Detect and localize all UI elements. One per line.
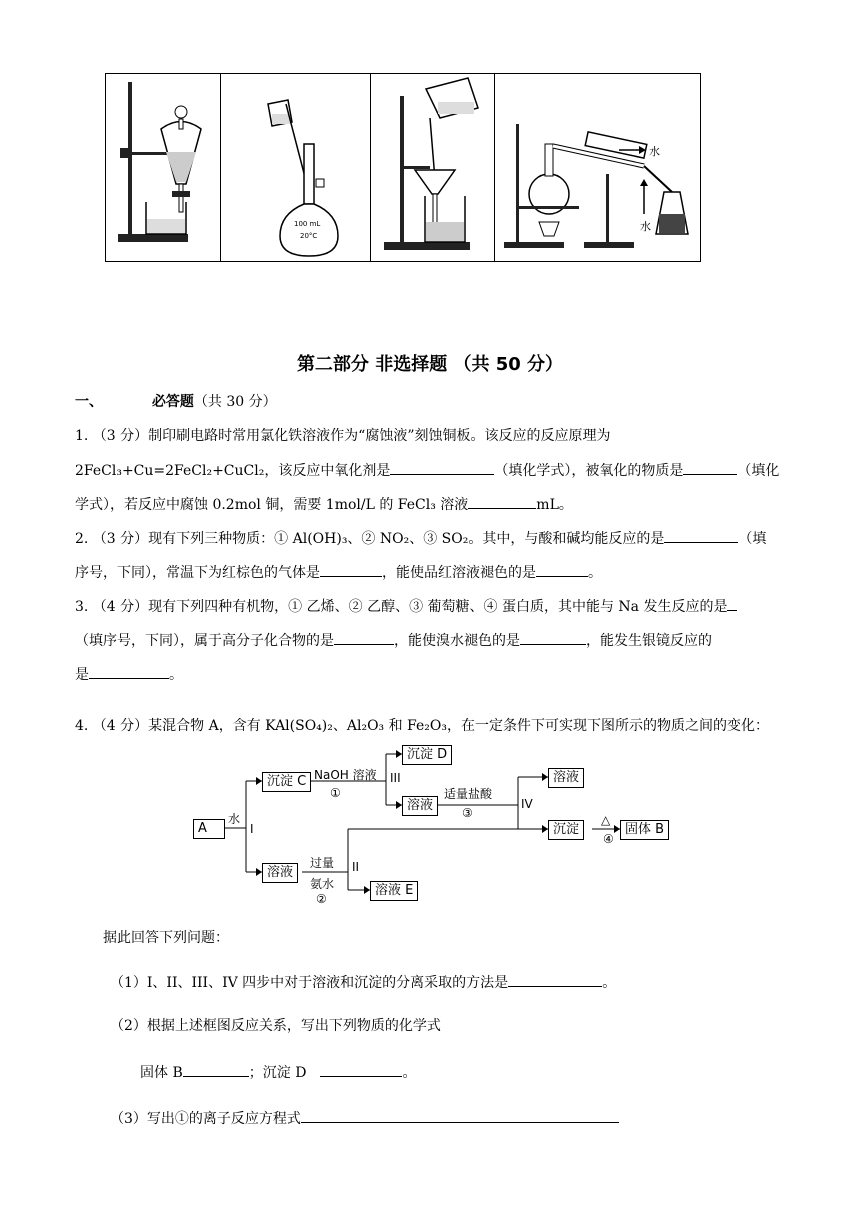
flow-step-i: I xyxy=(250,822,254,836)
q3-blank-bromine[interactable] xyxy=(520,630,586,645)
q2-line2 xyxy=(75,562,602,583)
q2-blank-brown-gas[interactable] xyxy=(320,562,382,577)
q4-sub2-formulas xyxy=(140,1062,416,1083)
q4-blank-ppt-d[interactable] xyxy=(320,1062,402,1077)
q4-sub2-solid-b: 固体 B xyxy=(140,1065,183,1081)
q1-line2-c: （填化 xyxy=(737,463,780,479)
q2-line2-c: 。 xyxy=(588,565,602,581)
q3-line1 xyxy=(75,596,737,617)
q3-line2-a: （填序号，下同），属于高分子化合物的是 xyxy=(75,633,334,649)
q1-line2-a: 2FeCl₃+Cu=2FeCl₂+CuCl₂，该反应中氧化剂是 xyxy=(75,463,391,479)
flow-circle-4: ④ xyxy=(603,832,614,846)
q3-blank-silver-mirror[interactable] xyxy=(89,664,169,679)
q4-sub2-end: 。 xyxy=(402,1065,417,1081)
flow-step-iii: III xyxy=(390,771,401,785)
q3-line2 xyxy=(75,630,712,651)
apparatus-figure xyxy=(105,73,701,262)
q3-line3-b: 。 xyxy=(169,667,183,683)
flow-label-naoh: NaOH 溶液 xyxy=(314,768,377,782)
flow-label-ammonia: 氨水 xyxy=(310,877,335,891)
flow-label-water: 水 xyxy=(228,812,241,826)
q2-line2-a: 序号，下同），常温下为红棕色的气体是 xyxy=(75,565,320,581)
q1-line3-b: mL。 xyxy=(536,497,573,513)
flow-node-ppt-4: 沉淀 xyxy=(548,820,584,840)
flow-node-ppt-c: 沉淀 C xyxy=(262,772,311,792)
flow-step-iv: IV xyxy=(521,797,533,811)
q4-sub1-b: 。 xyxy=(602,975,617,991)
q4-sub1 xyxy=(110,972,616,993)
section1-num: 一、 xyxy=(75,394,103,410)
q2-blank-bleach[interactable] xyxy=(536,562,588,577)
q4-sub1-a: （1）I、II、III、IV 四步中对于溶液和沉淀的分离采取的方法是 xyxy=(110,975,509,991)
distillation-diagram xyxy=(494,74,700,261)
q4-sub2-ppt-d: ；沉淀 D xyxy=(248,1065,307,1081)
q3-line3-a: 是 xyxy=(75,667,89,683)
flow-node-solution-4: 溶液 xyxy=(548,768,584,788)
flow-circle-3: ③ xyxy=(462,806,473,820)
flow-label-hcl: 适量盐酸 xyxy=(444,787,493,801)
q2-line1-b: （填 xyxy=(738,531,767,547)
section-title: 第二部分 非选择题 （共 50 分） xyxy=(296,354,564,375)
flow-node-ppt-d: 沉淀 D xyxy=(402,745,452,765)
q2-line1-a: 2. （3 分）现有下列三种物质：① Al(OH)₃、② NO₂、③ SO₂。其中，与酸和碱均能反应的是 xyxy=(75,531,665,547)
q3-line1-text: 3. （4 分）现有下列四种有机物，① 乙烯、② 乙醇、③ 葡萄糖、④ 蛋白质，其中能与 Na 发生反应的是 xyxy=(75,599,728,615)
q1-line2-b: （填化学式），被氧化的物质是 xyxy=(494,463,684,479)
q4-line1: 4. （4 分）某混合物 A，含有 KAl(SO₄)₂、Al₂O₃ 和 Fe₂O₃，在一定条件下可实现下图所示的物质之间的变化： xyxy=(75,718,769,734)
flow-node-a: A xyxy=(193,819,225,839)
q4-blank-ionic-equation[interactable] xyxy=(301,1108,619,1123)
flow-circle-1: ① xyxy=(330,786,341,800)
q3-line2-c: ，能发生银镜反应的 xyxy=(586,633,712,649)
q1-blank-oxidizer[interactable] xyxy=(390,460,494,475)
flow-label-heat: △ xyxy=(601,813,611,827)
q1-blank-volume[interactable] xyxy=(468,494,536,509)
volumetric-flask-diagram xyxy=(220,74,371,261)
q1-line3 xyxy=(75,494,573,515)
section1-heading xyxy=(75,392,277,412)
water-out-label: 水 xyxy=(649,145,660,158)
section1-points: （共 30 分） xyxy=(193,394,277,410)
q1-line1: 1. （3 分）制印刷电路时常用氯化铁溶液作为“腐蚀液”刻蚀铜板。该反应的反应原理为 xyxy=(75,428,611,444)
flow-node-solid-b: 固体 B xyxy=(620,820,669,840)
flask-volume-mark: 100 mL xyxy=(294,220,321,228)
filtration-diagram xyxy=(370,74,495,261)
q1-line2 xyxy=(75,460,779,481)
q2-line1 xyxy=(75,528,766,549)
q1-line3-a: 学式），若反应中腐蚀 0.2mol 铜，需要 1mol/L 的 FeCl₃ 溶液 xyxy=(75,497,469,513)
q3-line2-b: ，能使溴水褪色的是 xyxy=(394,633,520,649)
flow-node-solution-e: 溶液 E xyxy=(370,881,418,901)
flow-label-excess: 过量 xyxy=(310,856,335,870)
q4-blank-solid-b[interactable] xyxy=(183,1062,249,1077)
separatory-funnel-diagram xyxy=(106,74,221,261)
flow-node-solution-2: 溶液 xyxy=(262,863,298,883)
q4-intro: 据此回答下列问题： xyxy=(103,930,229,946)
flow-circle-2: ② xyxy=(316,892,327,906)
q4-blank-separation[interactable] xyxy=(508,972,602,987)
water-in-label: 水 xyxy=(640,220,651,233)
q3-blank-na[interactable] xyxy=(727,596,737,611)
q4-sub3-text: （3）写出①的离子反应方程式 xyxy=(110,1111,301,1127)
q2-line2-b: ，能使品红溶液褪色的是 xyxy=(382,565,536,581)
flow-step-ii: II xyxy=(352,860,360,874)
q3-blank-polymer[interactable] xyxy=(334,630,394,645)
q2-blank-amphoteric[interactable] xyxy=(664,528,738,543)
q3-line3 xyxy=(75,664,183,685)
flow-node-solution-3: 溶液 xyxy=(402,796,438,816)
q4-sub3 xyxy=(110,1108,619,1129)
q4-sub2: （2）根据上述框图反应关系，写出下列物质的化学式 xyxy=(110,1018,441,1034)
flask-temp-mark: 20°C xyxy=(300,232,318,240)
q1-blank-oxidized[interactable] xyxy=(683,460,737,475)
section1-title: 必答题 xyxy=(151,394,194,410)
